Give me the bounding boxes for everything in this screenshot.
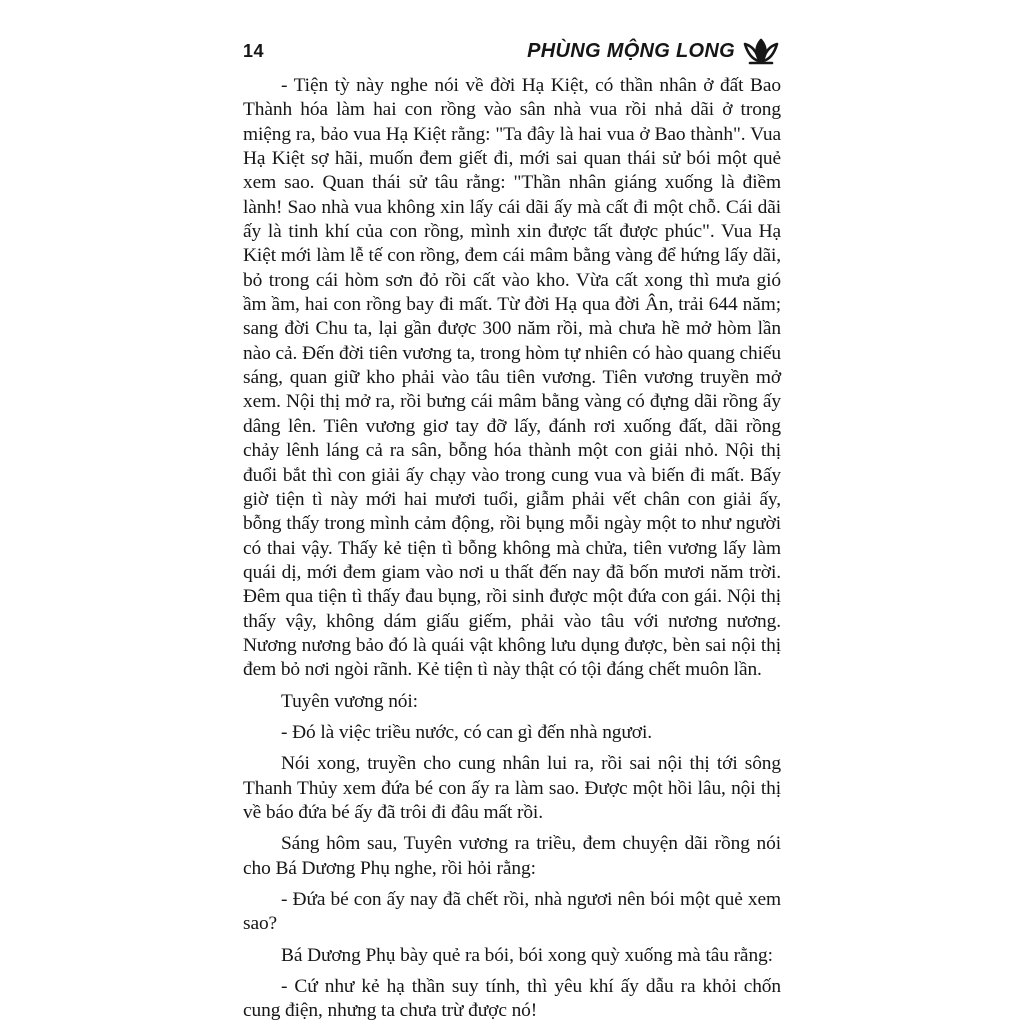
lotus-ornament-icon bbox=[741, 36, 781, 66]
page-number: 14 bbox=[243, 41, 265, 61]
paragraph-dialogue-2: - Đó là việc triều nước, có can gì đến nhà ngươi. bbox=[281, 721, 652, 743]
body-text bbox=[243, 74, 781, 1024]
paragraph-dialogue-3: - Đứa bé con ấy nay đã chết rồi, nhà ngươi nên bói một quẻ xem sao? bbox=[243, 889, 781, 935]
book-title: PHÙNG MỘNG LONG bbox=[527, 40, 735, 62]
paragraph-narration-1: Tuyên vương nói: bbox=[281, 690, 418, 712]
paragraph-dialogue-4: - Cứ như kẻ hạ thần suy tính, thì yêu khí ấy dẫu ra khỏi chốn cung điện, nhưng ta chưa trừ được nó! bbox=[243, 976, 781, 1022]
page-header bbox=[243, 36, 781, 68]
paragraph-narration-3: Sáng hôm sau, Tuyên vương ra triều, đem chuyện dãi rồng nói cho Bá Dương Phụ nghe, rồi hỏi rằng: bbox=[243, 833, 781, 879]
paragraph-dialogue-1: - Tiện tỳ này nghe nói về đời Hạ Kiệt, có thần nhân ở đất Bao Thành hóa làm hai con rồng vào sân nhà vua rồi nhả dãi ở trong miệng ra, bảo vua Hạ Kiệt rằng: "Ta đây là hai vua ở Bao thành". Vua Hạ Kiệt sợ hãi, muốn đem giết đi, mới sai quan thái sử bói một quẻ xem sao. Quan thái sử tâu rằng: "Thần nhân giáng xuống là điềm lành! Sao nhà vua không xin lấy cái dãi ấy mà cất đi một chỗ. Cái dãi ấy là tinh khí của con rồng, mình xin được tất được phúc". Vua Hạ Kiệt mới làm lễ tế con rồng, đem cái mâm bằng vàng để hứng lấy dãi, bỏ trong cái hòm sơn đỏ rồi cất vào kho. Vừa cất xong thì mưa gió ầm ầm, hai con rồng bay đi mất. Từ đời Hạ qua đời Ân, trải 644 năm; sang đời Chu ta, lại gần được 300 năm rồi, mà chưa hề mở hòm lần nào cả. Đến đời tiên vương ta, trong hòm tự nhiên có hào quang chiếu sáng, quan giữ kho phải vào tâu tiên vương. Tiên vương truyền mở xem. Nội thị mở ra, rồi bưng cái mâm bằng vàng có đựng dãi rồng ấy dâng lên. Tiên vương giơ tay đỡ lấy, đánh rơi xuống đất, dãi rồng chảy lênh láng cả ra sân, bỗng hóa thành một con giải nhỏ. Nội thị đuổi bắt thì con giải ấy chạy vào trong cung vua và biến đi mất. Bấy giờ tiện tì này mới hai mươi tuổi, giẫm phải vết chân con giải ấy, bỗng thấy trong mình cảm động, rồi bụng mỗi ngày một to như người có thai vậy. Thấy kẻ tiện tì bỗng không mà chửa, tiên vương lấy làm quái dị, mới đem giam vào nơi u thất đến nay đã bốn mươi năm trời. Đêm qua tiện tì thấy đau bụng, rồi sinh được một đứa con gái. Nội thị thấy vậy, không dám giấu giếm, phải vào tâu với nương nương. Nương nương bảo đó là quái vật không lưu dụng được, bèn sai nội thị đem bỏ nơi ngòi rãnh. Kẻ tiện tì này thật có tội đáng chết muôn lần. bbox=[243, 75, 781, 681]
paragraph-narration-2: Nói xong, truyền cho cung nhân lui ra, rồi sai nội thị tới sông Thanh Thủy xem đứa bé con ấy ra làm sao. Được một hồi lâu, nội thị về báo đứa bé ấy đã trôi đi đâu mất rồi. bbox=[243, 753, 781, 823]
paragraph-narration-4: Bá Dương Phụ bày quẻ ra bói, bói xong quỳ xuống mà tâu rằng: bbox=[281, 944, 773, 966]
